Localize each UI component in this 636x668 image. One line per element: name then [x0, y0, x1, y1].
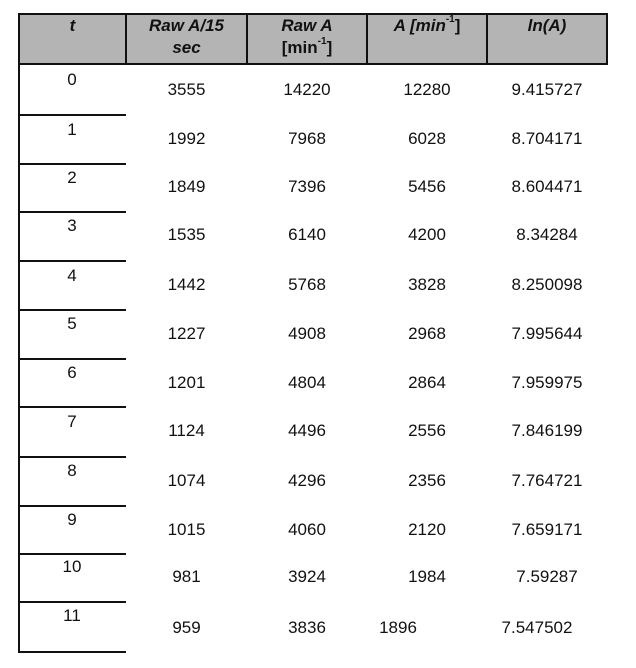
row-separator	[18, 651, 126, 653]
cell-A: 2120	[408, 520, 446, 539]
header-t-label: t	[69, 16, 76, 35]
header-A-close: ]	[454, 16, 461, 35]
cell-lnA: 8.34284	[516, 225, 578, 244]
cell-rawA: 7968	[288, 129, 326, 148]
row-separator	[18, 456, 126, 458]
row-separator	[18, 505, 126, 507]
cell-raw15: 1442	[167, 275, 206, 294]
row-separator	[18, 309, 126, 311]
cell-A: 4200	[408, 225, 446, 244]
row-separator	[18, 260, 126, 262]
cell-rawA: 4296	[288, 471, 326, 490]
cell-rawA: 3836	[288, 618, 326, 637]
header-A-label: A [min	[393, 16, 446, 35]
header-raw-a	[248, 15, 366, 59]
header-raw15-line2: sec	[172, 38, 201, 57]
cell-raw15: 1535	[167, 225, 206, 244]
row-separator	[18, 601, 126, 603]
cell-t: 11	[63, 606, 81, 625]
cell-rawA: 6140	[288, 225, 326, 244]
cell-A: 2556	[408, 421, 446, 440]
header-raw15-line1: Raw A/15	[149, 16, 224, 35]
cell-t: 7	[67, 412, 77, 431]
cell-rawA: 7396	[288, 177, 326, 196]
header-rawA-unit	[248, 37, 366, 59]
row-separator	[18, 163, 126, 165]
header-rawA-line1: Raw A	[281, 16, 333, 35]
row-separator	[18, 114, 126, 116]
cell-raw15: 959	[172, 618, 201, 637]
cell-lnA: 7.59287	[516, 567, 578, 586]
row-separator	[18, 211, 126, 213]
cell-t: 9	[67, 510, 77, 529]
cell-rawA: 14220	[283, 80, 331, 99]
cell-A: 12280	[403, 80, 451, 99]
cell-rawA: 4060	[288, 520, 326, 539]
cell-rawA: 4804	[288, 373, 326, 392]
header-rawA-unit-open: [min	[281, 38, 318, 57]
cell-A: 1984	[408, 567, 446, 586]
header-raw-a-15-sec	[127, 15, 246, 59]
cell-lnA: 9.415727	[511, 80, 583, 99]
cell-raw15: 1015	[167, 520, 206, 539]
cell-lnA: 8.250098	[511, 275, 583, 294]
cell-rawA: 3924	[288, 567, 326, 586]
cell-raw15: 1992	[167, 129, 206, 148]
header-ln-a	[488, 15, 606, 37]
cell-rawA: 4908	[288, 324, 326, 343]
header-lnA-label: ln(A)	[527, 16, 567, 35]
cell-raw15: 1849	[167, 177, 206, 196]
cell-lnA: 7.764721	[511, 471, 583, 490]
cell-lnA: 7.659171	[511, 520, 583, 539]
row-separator	[18, 358, 126, 360]
cell-t: 8	[67, 461, 77, 480]
cell-lnA: 8.704171	[511, 129, 583, 148]
cell-t: 0	[67, 70, 77, 89]
cell-t: 6	[67, 363, 77, 382]
cell-t: 4	[67, 266, 77, 285]
cell-A: 6028	[408, 129, 446, 148]
cell-rawA: 5768	[288, 275, 326, 294]
cell-raw15: 3555	[167, 80, 206, 99]
row-separator	[18, 406, 126, 408]
header-A-line	[368, 15, 486, 37]
cell-lnA: 7.846199	[511, 421, 583, 440]
cell-lnA: 7.547502	[501, 618, 573, 637]
cell-t: 5	[67, 314, 77, 333]
cell-lnA: 7.959975	[511, 373, 583, 392]
cell-rawA: 4496	[288, 421, 326, 440]
cell-A: 5456	[408, 177, 446, 196]
cell-raw15: 1074	[167, 471, 206, 490]
cell-t: 1	[67, 120, 77, 139]
header-divider	[606, 13, 608, 65]
header-rawA-unit-sup: -1	[317, 36, 327, 48]
cell-raw15: 981	[172, 567, 201, 586]
cell-A: 2356	[408, 471, 446, 490]
cell-A: 1896	[379, 618, 417, 637]
cell-raw15: 1124	[168, 421, 205, 440]
cell-raw15: 1227	[167, 324, 206, 343]
cell-raw15: 1201	[167, 373, 206, 392]
cell-t: 2	[67, 168, 77, 187]
header-A-sup: -1	[445, 14, 455, 26]
cell-lnA: 8.604471	[511, 177, 583, 196]
cell-t: 10	[62, 557, 82, 576]
row-separator	[18, 553, 126, 555]
header-a	[368, 15, 486, 37]
cell-A: 2968	[408, 324, 446, 343]
header-t	[20, 15, 125, 37]
cell-A: 3828	[408, 275, 446, 294]
cell-t: 3	[67, 216, 77, 235]
header-rawA-unit-close: ]	[326, 38, 333, 57]
cell-A: 2864	[408, 373, 446, 392]
cell-lnA: 7.995644	[511, 324, 583, 343]
